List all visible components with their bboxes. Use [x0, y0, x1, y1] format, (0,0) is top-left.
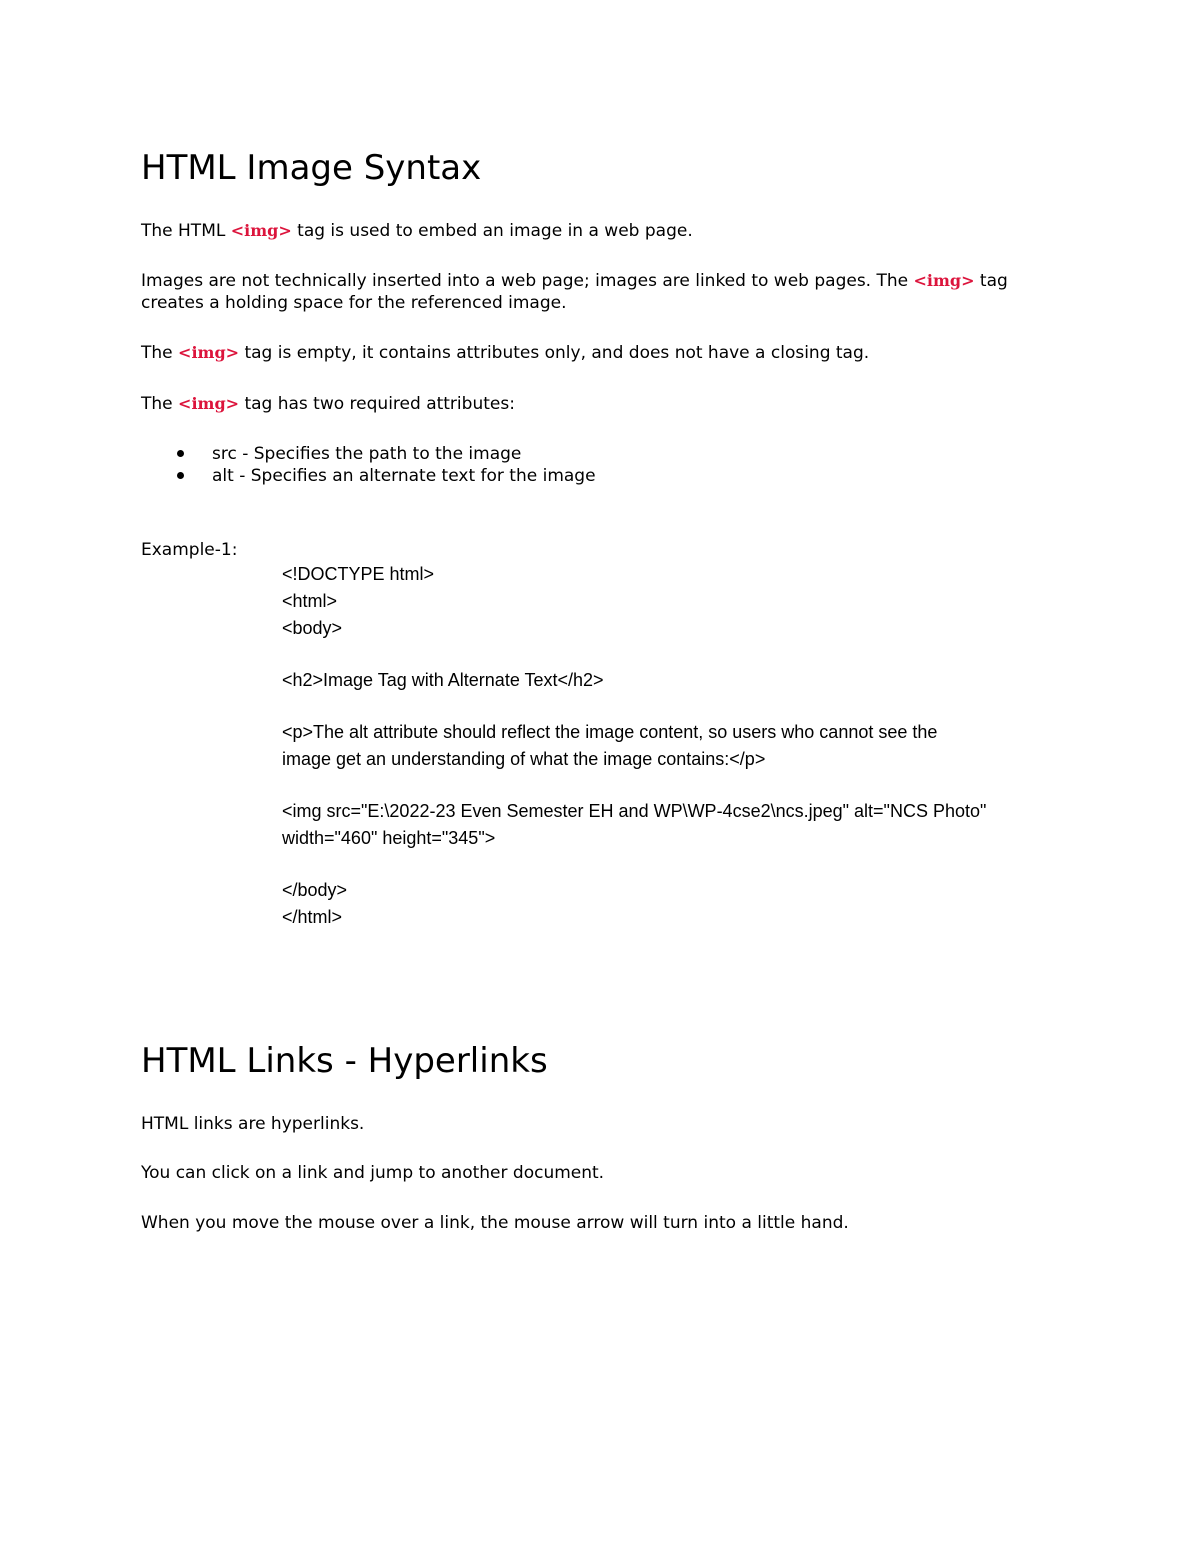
text-before: The HTML: [141, 221, 231, 241]
paragraph-images-linked-line1: [141, 269, 1008, 293]
code-line: width="460" height="345">: [282, 828, 496, 848]
text-before: The: [141, 394, 179, 414]
code-line: <p>The alt attribute should reflect the image content, so users who cannot see the: [282, 722, 938, 742]
code-line: <html>: [282, 591, 338, 611]
code-line: <img src="E:\2022-23 Even Semester EH and WP\WP-4cse2\ncs.jpeg" alt="NCS Photo": [282, 801, 987, 821]
img-tag-code: <img>: [230, 221, 292, 240]
section-title-hyperlinks: HTML Links - Hyperlinks: [141, 1041, 548, 1081]
paragraph: HTML links are hyperlinks.: [141, 1114, 365, 1134]
code-line: image get an understanding of what the image contains:</p>: [282, 749, 766, 769]
example-label: Example-1:: [141, 540, 238, 560]
paragraph-img-intro: [141, 219, 693, 243]
paragraph: You can click on a link and jump to another document.: [141, 1163, 605, 1183]
list-item: alt - Specifies an alternate text for the image: [212, 466, 596, 486]
code-line: <h2>Image Tag with Alternate Text</h2>: [282, 670, 604, 690]
text-after: tag: [974, 271, 1008, 291]
code-line: <body>: [282, 618, 343, 638]
text-before: Images are not technically inserted into a web page; images are linked to web pages. The: [141, 271, 914, 291]
bullet-icon: [177, 450, 184, 457]
text-after: tag is used to embed an image in a web page.: [291, 221, 693, 241]
img-tag-code: <img>: [178, 343, 240, 362]
text-after: tag is empty, it contains attributes only, and does not have a closing tag.: [239, 343, 870, 363]
bullet-icon: [177, 472, 184, 479]
paragraph-images-linked-line2: creates a holding space for the referenced image.: [141, 293, 567, 313]
code-line: </html>: [282, 907, 343, 927]
paragraph-img-empty: [141, 341, 869, 365]
img-tag-code: <img>: [913, 271, 975, 290]
section-title-image-syntax: HTML Image Syntax: [141, 148, 482, 188]
list-item: src - Specifies the path to the image: [212, 444, 522, 464]
code-line: <!DOCTYPE html>: [282, 564, 435, 584]
paragraph: When you move the mouse over a link, the mouse arrow will turn into a little hand.: [141, 1213, 849, 1233]
paragraph-img-attributes: [141, 392, 515, 416]
code-line: </body>: [282, 880, 348, 900]
text-before: The: [141, 343, 179, 363]
img-tag-code: <img>: [178, 394, 240, 413]
text-after: tag has two required attributes:: [239, 394, 515, 414]
